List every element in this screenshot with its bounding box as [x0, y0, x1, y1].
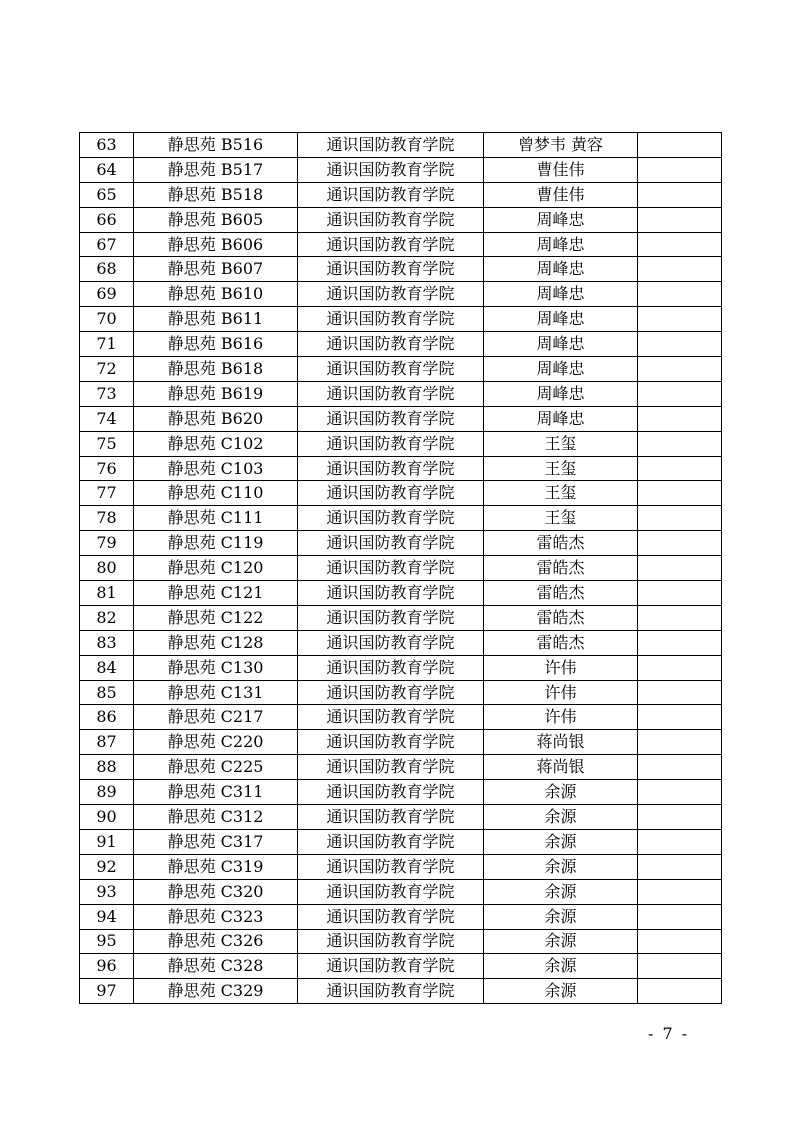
table-row: [80, 282, 722, 307]
college-cell: 通识国防教育学院: [298, 979, 484, 1004]
room-cell: 静思苑 B611: [134, 307, 298, 332]
college-cell: 通识国防教育学院: [298, 929, 484, 954]
person-cell: 雷皓杰: [484, 556, 638, 581]
college-cell: 通识国防教育学院: [298, 307, 484, 332]
row-number-cell: 68: [80, 257, 134, 282]
person-cell: 雷皓杰: [484, 605, 638, 630]
note-cell: [638, 307, 722, 332]
room-cell: 静思苑 C120: [134, 556, 298, 581]
row-number-cell: 69: [80, 282, 134, 307]
college-cell: 通识国防教育学院: [298, 581, 484, 606]
table-row: [80, 381, 722, 406]
note-cell: [638, 431, 722, 456]
note-cell: [638, 381, 722, 406]
table-row: [80, 531, 722, 556]
room-cell: 静思苑 C319: [134, 854, 298, 879]
room-cell: 静思苑 C220: [134, 730, 298, 755]
table-row: [80, 232, 722, 257]
row-number-cell: 93: [80, 879, 134, 904]
person-cell: 雷皓杰: [484, 531, 638, 556]
note-cell: [638, 456, 722, 481]
note-cell: [638, 705, 722, 730]
room-cell: 静思苑 C111: [134, 506, 298, 531]
row-number-cell: 72: [80, 357, 134, 382]
person-cell: 余源: [484, 904, 638, 929]
row-number-cell: 65: [80, 182, 134, 207]
table-row: [80, 780, 722, 805]
note-cell: [638, 780, 722, 805]
note-cell: [638, 829, 722, 854]
table-row: [80, 705, 722, 730]
room-cell: 静思苑 C128: [134, 630, 298, 655]
table-row: [80, 456, 722, 481]
table-row: [80, 481, 722, 506]
row-number-cell: 90: [80, 805, 134, 830]
college-cell: 通识国防教育学院: [298, 531, 484, 556]
person-cell: 蒋尚银: [484, 730, 638, 755]
person-cell: 曹佳伟: [484, 157, 638, 182]
note-cell: [638, 854, 722, 879]
row-number-cell: 82: [80, 605, 134, 630]
table-row: [80, 954, 722, 979]
college-cell: 通识国防教育学院: [298, 157, 484, 182]
person-cell: 蒋尚银: [484, 755, 638, 780]
college-cell: 通识国防教育学院: [298, 133, 484, 158]
room-cell: 静思苑 C323: [134, 904, 298, 929]
note-cell: [638, 979, 722, 1004]
person-cell: 许伟: [484, 680, 638, 705]
row-number-cell: 76: [80, 456, 134, 481]
person-cell: 许伟: [484, 655, 638, 680]
row-number-cell: 96: [80, 954, 134, 979]
person-cell: 余源: [484, 979, 638, 1004]
college-cell: 通识国防教育学院: [298, 755, 484, 780]
note-cell: [638, 157, 722, 182]
room-assignment-table: [79, 132, 722, 1004]
college-cell: 通识国防教育学院: [298, 232, 484, 257]
room-cell: 静思苑 B517: [134, 157, 298, 182]
room-cell: 静思苑 B616: [134, 332, 298, 357]
table-row: [80, 929, 722, 954]
person-cell: 王玺: [484, 456, 638, 481]
room-cell: 静思苑 C110: [134, 481, 298, 506]
person-cell: 曾梦韦 黄容: [484, 133, 638, 158]
note-cell: [638, 904, 722, 929]
person-cell: 余源: [484, 954, 638, 979]
table-row: [80, 506, 722, 531]
person-cell: 周峰忠: [484, 381, 638, 406]
room-cell: 静思苑 B606: [134, 232, 298, 257]
table-row: [80, 581, 722, 606]
person-cell: 曹佳伟: [484, 182, 638, 207]
college-cell: 通识国防教育学院: [298, 556, 484, 581]
college-cell: 通识国防教育学院: [298, 282, 484, 307]
note-cell: [638, 282, 722, 307]
college-cell: 通识国防教育学院: [298, 680, 484, 705]
row-number-cell: 70: [80, 307, 134, 332]
row-number-cell: 86: [80, 705, 134, 730]
room-cell: 静思苑 B618: [134, 357, 298, 382]
note-cell: [638, 257, 722, 282]
college-cell: 通识国防教育学院: [298, 954, 484, 979]
room-cell: 静思苑 B605: [134, 207, 298, 232]
note-cell: [638, 182, 722, 207]
row-number-cell: 66: [80, 207, 134, 232]
room-cell: 静思苑 C328: [134, 954, 298, 979]
person-cell: 周峰忠: [484, 232, 638, 257]
college-cell: 通识国防教育学院: [298, 730, 484, 755]
row-number-cell: 64: [80, 157, 134, 182]
person-cell: 余源: [484, 829, 638, 854]
note-cell: [638, 605, 722, 630]
note-cell: [638, 755, 722, 780]
row-number-cell: 81: [80, 581, 134, 606]
college-cell: 通识国防教育学院: [298, 829, 484, 854]
note-cell: [638, 207, 722, 232]
person-cell: 王玺: [484, 431, 638, 456]
college-cell: 通识国防教育学院: [298, 854, 484, 879]
row-number-cell: 83: [80, 630, 134, 655]
row-number-cell: 97: [80, 979, 134, 1004]
room-cell: 静思苑 C317: [134, 829, 298, 854]
college-cell: 通识国防教育学院: [298, 605, 484, 630]
college-cell: 通识国防教育学院: [298, 406, 484, 431]
room-cell: 静思苑 C131: [134, 680, 298, 705]
note-cell: [638, 630, 722, 655]
row-number-cell: 75: [80, 431, 134, 456]
table-row: [80, 207, 722, 232]
row-number-cell: 74: [80, 406, 134, 431]
person-cell: 余源: [484, 854, 638, 879]
table-row: [80, 431, 722, 456]
table-row: [80, 829, 722, 854]
table-row: [80, 406, 722, 431]
table-row: [80, 307, 722, 332]
row-number-cell: 63: [80, 133, 134, 158]
college-cell: 通识国防教育学院: [298, 655, 484, 680]
note-cell: [638, 655, 722, 680]
table-row: [80, 730, 722, 755]
row-number-cell: 92: [80, 854, 134, 879]
row-number-cell: 79: [80, 531, 134, 556]
table-row: [80, 655, 722, 680]
room-cell: 静思苑 C320: [134, 879, 298, 904]
row-number-cell: 87: [80, 730, 134, 755]
college-cell: 通识国防教育学院: [298, 431, 484, 456]
table-row: [80, 157, 722, 182]
room-cell: 静思苑 B619: [134, 381, 298, 406]
table-row: [80, 630, 722, 655]
person-cell: 王玺: [484, 506, 638, 531]
note-cell: [638, 332, 722, 357]
row-number-cell: 94: [80, 904, 134, 929]
person-cell: 周峰忠: [484, 282, 638, 307]
table-row: [80, 879, 722, 904]
person-cell: 周峰忠: [484, 332, 638, 357]
room-cell: 静思苑 C103: [134, 456, 298, 481]
room-cell: 静思苑 C329: [134, 979, 298, 1004]
college-cell: 通识国防教育学院: [298, 506, 484, 531]
table-row: [80, 805, 722, 830]
note-cell: [638, 232, 722, 257]
table-row: [80, 854, 722, 879]
row-number-cell: 84: [80, 655, 134, 680]
person-cell: 周峰忠: [484, 357, 638, 382]
room-cell: 静思苑 C130: [134, 655, 298, 680]
room-cell: 静思苑 B607: [134, 257, 298, 282]
room-cell: 静思苑 B516: [134, 133, 298, 158]
person-cell: 周峰忠: [484, 257, 638, 282]
row-number-cell: 91: [80, 829, 134, 854]
room-cell: 静思苑 C217: [134, 705, 298, 730]
person-cell: 雷皓杰: [484, 630, 638, 655]
note-cell: [638, 531, 722, 556]
college-cell: 通识国防教育学院: [298, 332, 484, 357]
row-number-cell: 71: [80, 332, 134, 357]
row-number-cell: 73: [80, 381, 134, 406]
college-cell: 通识国防教育学院: [298, 481, 484, 506]
table-row: [80, 357, 722, 382]
table-row: [80, 605, 722, 630]
table-row: [80, 680, 722, 705]
row-number-cell: 77: [80, 481, 134, 506]
room-cell: 静思苑 B620: [134, 406, 298, 431]
person-cell: 余源: [484, 780, 638, 805]
room-cell: 静思苑 C102: [134, 431, 298, 456]
table-body: [80, 133, 722, 1004]
table-row: [80, 979, 722, 1004]
college-cell: 通识国防教育学院: [298, 207, 484, 232]
note-cell: [638, 929, 722, 954]
row-number-cell: 95: [80, 929, 134, 954]
college-cell: 通识国防教育学院: [298, 780, 484, 805]
table-row: [80, 182, 722, 207]
room-cell: 静思苑 C311: [134, 780, 298, 805]
college-cell: 通识国防教育学院: [298, 879, 484, 904]
note-cell: [638, 879, 722, 904]
room-cell: 静思苑 C122: [134, 605, 298, 630]
college-cell: 通识国防教育学院: [298, 456, 484, 481]
person-cell: 许伟: [484, 705, 638, 730]
room-cell: 静思苑 C119: [134, 531, 298, 556]
row-number-cell: 88: [80, 755, 134, 780]
person-cell: 雷皓杰: [484, 581, 638, 606]
row-number-cell: 89: [80, 780, 134, 805]
table-row: [80, 332, 722, 357]
note-cell: [638, 357, 722, 382]
note-cell: [638, 481, 722, 506]
person-cell: 余源: [484, 805, 638, 830]
college-cell: 通识国防教育学院: [298, 904, 484, 929]
college-cell: 通识国防教育学院: [298, 381, 484, 406]
room-cell: 静思苑 C326: [134, 929, 298, 954]
note-cell: [638, 506, 722, 531]
note-cell: [638, 581, 722, 606]
note-cell: [638, 556, 722, 581]
note-cell: [638, 406, 722, 431]
row-number-cell: 85: [80, 680, 134, 705]
note-cell: [638, 133, 722, 158]
room-cell: 静思苑 C312: [134, 805, 298, 830]
note-cell: [638, 805, 722, 830]
row-number-cell: 67: [80, 232, 134, 257]
row-number-cell: 80: [80, 556, 134, 581]
college-cell: 通识国防教育学院: [298, 182, 484, 207]
college-cell: 通识国防教育学院: [298, 805, 484, 830]
page-number: - 7 -: [648, 1024, 690, 1043]
table-row: [80, 904, 722, 929]
note-cell: [638, 730, 722, 755]
room-cell: 静思苑 C225: [134, 755, 298, 780]
room-cell: 静思苑 B610: [134, 282, 298, 307]
room-cell: 静思苑 B518: [134, 182, 298, 207]
person-cell: 王玺: [484, 481, 638, 506]
table-row: [80, 755, 722, 780]
row-number-cell: 78: [80, 506, 134, 531]
table-row: [80, 133, 722, 158]
table-row: [80, 556, 722, 581]
person-cell: 余源: [484, 879, 638, 904]
person-cell: 余源: [484, 929, 638, 954]
college-cell: 通识国防教育学院: [298, 257, 484, 282]
person-cell: 周峰忠: [484, 406, 638, 431]
note-cell: [638, 680, 722, 705]
person-cell: 周峰忠: [484, 307, 638, 332]
person-cell: 周峰忠: [484, 207, 638, 232]
table-row: [80, 257, 722, 282]
college-cell: 通识国防教育学院: [298, 705, 484, 730]
college-cell: 通识国防教育学院: [298, 357, 484, 382]
college-cell: 通识国防教育学院: [298, 630, 484, 655]
note-cell: [638, 954, 722, 979]
room-cell: 静思苑 C121: [134, 581, 298, 606]
